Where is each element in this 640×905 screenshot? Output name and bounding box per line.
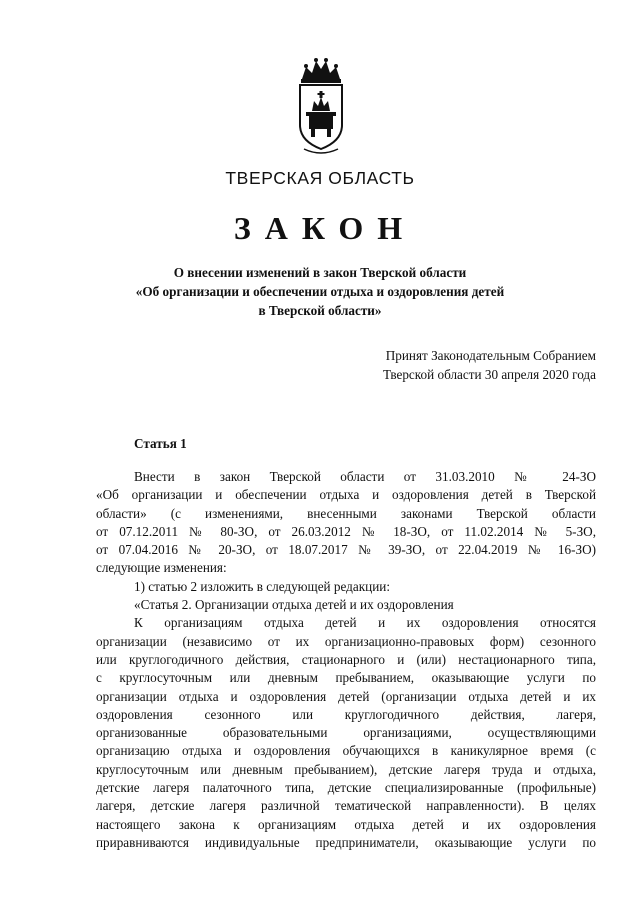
law-title <box>100 263 540 320</box>
law-title-line: в Тверской области» <box>258 303 382 318</box>
paragraph-line: организации (независимо от их организационно-правовых форм) сезонного <box>96 633 596 649</box>
adoption-note-line: Тверской области 30 апреля 2020 года <box>382 367 596 382</box>
tver-coat-of-arms-icon <box>292 57 350 157</box>
article-heading: Статья 1 <box>134 436 187 451</box>
article-body <box>96 468 596 852</box>
paragraph-line: организованные образовательными организациями, осуществляющими <box>96 725 596 741</box>
document-type-heading: ЗАКОН <box>233 210 417 246</box>
paragraph-line: настоящего закона к организациям отдыха детей и их оздоровления <box>96 816 596 832</box>
paragraph-line: организацию отдыха и оздоровления обучающихся в каникулярное время (с <box>96 743 596 759</box>
paragraph-line: К организациям отдыха детей и их оздоровления относятся <box>134 615 596 631</box>
paragraph-line: следующие изменения: <box>96 560 227 576</box>
paragraph-line: области» (с изменениями, внесенными законами Тверской области <box>96 505 596 521</box>
adoption-note-line: Принят Законодательным Собранием <box>385 348 596 363</box>
paragraph-line: «Об организации и обеспечении отдыха и оздоровления детей в Тверской <box>96 487 596 503</box>
region-name: ТВЕРСКАЯ ОБЛАСТЬ <box>225 168 415 188</box>
paragraph-line: Внести в закон Тверской области от 31.03.2010 № 24-ЗО <box>134 469 596 484</box>
law-title-line: О внесении изменений в закон Тверской области <box>173 265 467 280</box>
paragraph-line: с круглосуточным или дневным пребыванием, оказывающие услуги по <box>96 670 596 686</box>
paragraph-line: оздоровления сезонного или круглогодичного действия, лагеря, <box>96 706 596 722</box>
paragraph-line: 1) статью 2 изложить в следующей редакции: <box>134 578 390 594</box>
paragraph-line: детские лагеря палаточного типа, детские специализированные (профильные) <box>96 780 596 796</box>
paragraph-line: от 07.04.2016 № 20-ЗО, от 18.07.2017 № 39-ЗО, от 22.04.2019 № 16-ЗО) <box>96 542 596 558</box>
paragraph-line: лагеря, детские лагеря различной тематической направленности). В целях <box>96 798 596 814</box>
law-title-line: «Об организации и обеспечении отдыха и оздоровления детей <box>135 284 505 299</box>
paragraph-line: или круглогодичного действия, стационарного и (или) нестационарного типа, <box>96 651 596 667</box>
paragraph-line: от 07.12.2011 № 80-ЗО, от 26.03.2012 № 18-ЗО, от 11.02.2014 № 5-ЗО, <box>96 523 596 539</box>
paragraph-line: приравниваются индивидуальные предприниматели, оказывающие услуги по <box>96 834 596 850</box>
paragraph-line: «Статья 2. Организации отдыха детей и их оздоровления <box>134 597 454 613</box>
adoption-note <box>320 346 596 384</box>
paragraph-line: круглосуточным или дневным пребыванием), детские лагеря труда и отдыха, <box>96 761 596 777</box>
paragraph-line: организации отдыха и оздоровления детей (организации отдыха детей и их <box>96 688 596 704</box>
